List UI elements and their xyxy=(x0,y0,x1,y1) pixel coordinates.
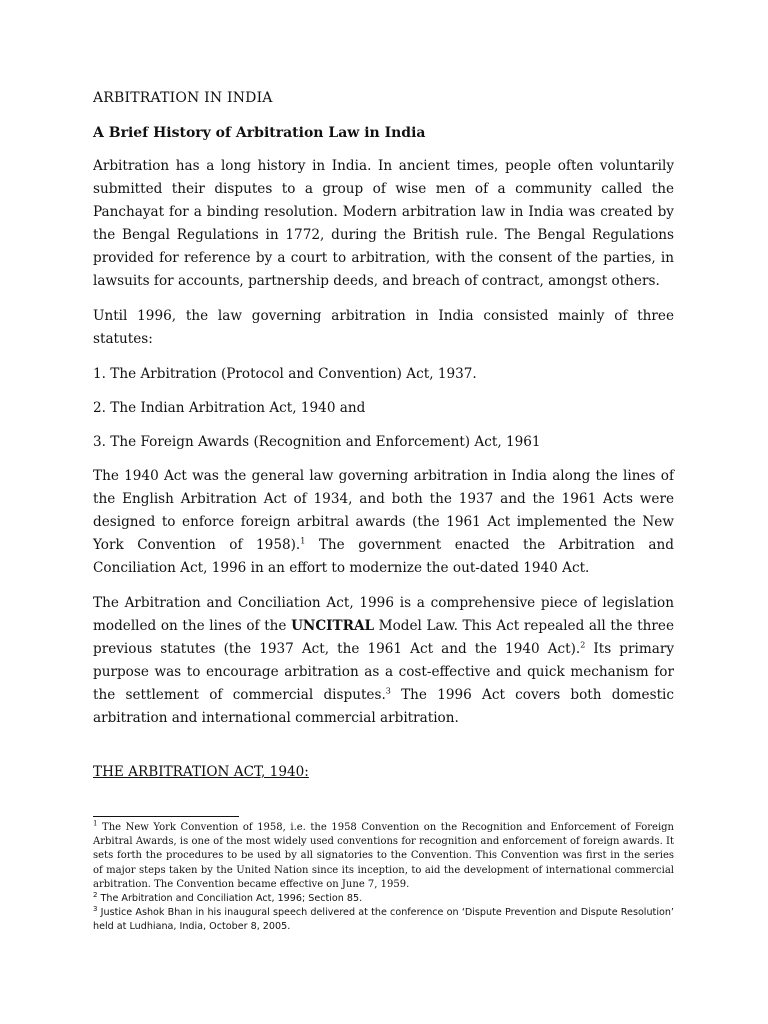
footnote-ref[interactable]: 1 xyxy=(300,536,306,546)
footnotes xyxy=(93,821,674,935)
footnote-ref[interactable]: 2 xyxy=(580,640,586,650)
paragraph-statutes-intro: Until 1996, the law governing arbitration in India consisted mainly of three statutes: xyxy=(93,308,674,347)
section-heading: A Brief History of Arbitration Law in India xyxy=(93,125,426,141)
document-title: ARBITRATION IN INDIA xyxy=(93,90,273,106)
paragraph-1940-act xyxy=(93,465,674,580)
footnote-number: 1 xyxy=(93,819,98,828)
document-body xyxy=(93,90,674,780)
footnote-2 xyxy=(93,892,674,906)
list-item: 3. The Foreign Awards (Recognition and Enforcement) Act, 1961 xyxy=(93,434,541,450)
paragraph-1996-act xyxy=(93,592,674,730)
footnote-text: Justice Ashok Bhan in his inaugural speech delivered at the conference on ‘Dispute Prevention and Dispute Resolution’ held at Ludhiana, India, October 8, 2005. xyxy=(93,907,674,933)
footnote-divider xyxy=(93,816,239,817)
text-run: Model Law. This Act repealed all the three previous statutes (the 1937 Act, the 1961 Act and the 1940 Act). xyxy=(93,618,675,657)
text-run: The Arbitration and Conciliation Act, 1996 is a comprehensive piece of legislation modelled on the lines of the xyxy=(93,595,674,634)
footnote-text: The Arbitration and Conciliation Act, 1996; Section 85. xyxy=(97,893,363,905)
footnote-3 xyxy=(93,906,674,934)
text-run: The 1996 Act covers both domestic arbitration and international commercial arbitration. xyxy=(93,687,674,726)
footnote-number: 2 xyxy=(93,890,98,899)
footnote-ref[interactable]: 3 xyxy=(385,686,391,696)
paragraph-history: Arbitration has a long history in India. In ancient times, people often voluntarily submitted their disputes to a group of wise men of a community called the Panchayat for a binding resolution. Modern arbitration law in India was created by the Bengal Regulations in 1772, during the British rule. The Bengal Regulations provided for reference by a court to arbitration, with the consent of the parties, in lawsuits for accounts, partnership deeds, and breach of contract, amongst others. xyxy=(93,158,674,289)
footnote-1 xyxy=(93,821,674,892)
subheading-arbitration-act-1940: THE ARBITRATION ACT, 1940: xyxy=(93,764,309,780)
text-run: Its primary purpose was to encourage arbitration as a cost-effective and quick mechanism for the settlement of commercial disputes. xyxy=(93,641,675,703)
footnote-number: 3 xyxy=(93,905,98,914)
uncitral-bold: UNCITRAL xyxy=(291,618,375,634)
list-item: 1. The Arbitration (Protocol and Convention) Act, 1937. xyxy=(93,366,477,382)
text-run: The government enacted the Arbitration and Conciliation Act, 1996 in an effort to modernize the out-dated 1940 Act. xyxy=(93,537,674,576)
footnote-text: The New York Convention of 1958, i.e. the 1958 Convention on the Recognition and Enforcement of Foreign Arbitral Awards, is one of the most widely used conventions for recognition and enforcement of foreign awards. It sets forth the procedures to be used by all signatories to the Convention. This Convention was first in the series of major steps taken by the United Nation since its inception, to aid the development of international commercial arbitration. The Convention became effective on June 7, 1959. xyxy=(93,822,674,890)
list-item: 2. The Indian Arbitration Act, 1940 and xyxy=(93,400,366,416)
text-run: The 1940 Act was the general law governing arbitration in India along the lines of the English Arbitration Act of 1934, and both the 1937 and the 1961 Acts were designed to enforce foreign arbitral awards (the 1961 Act implemented the New York Convention of 1958). xyxy=(93,468,674,553)
